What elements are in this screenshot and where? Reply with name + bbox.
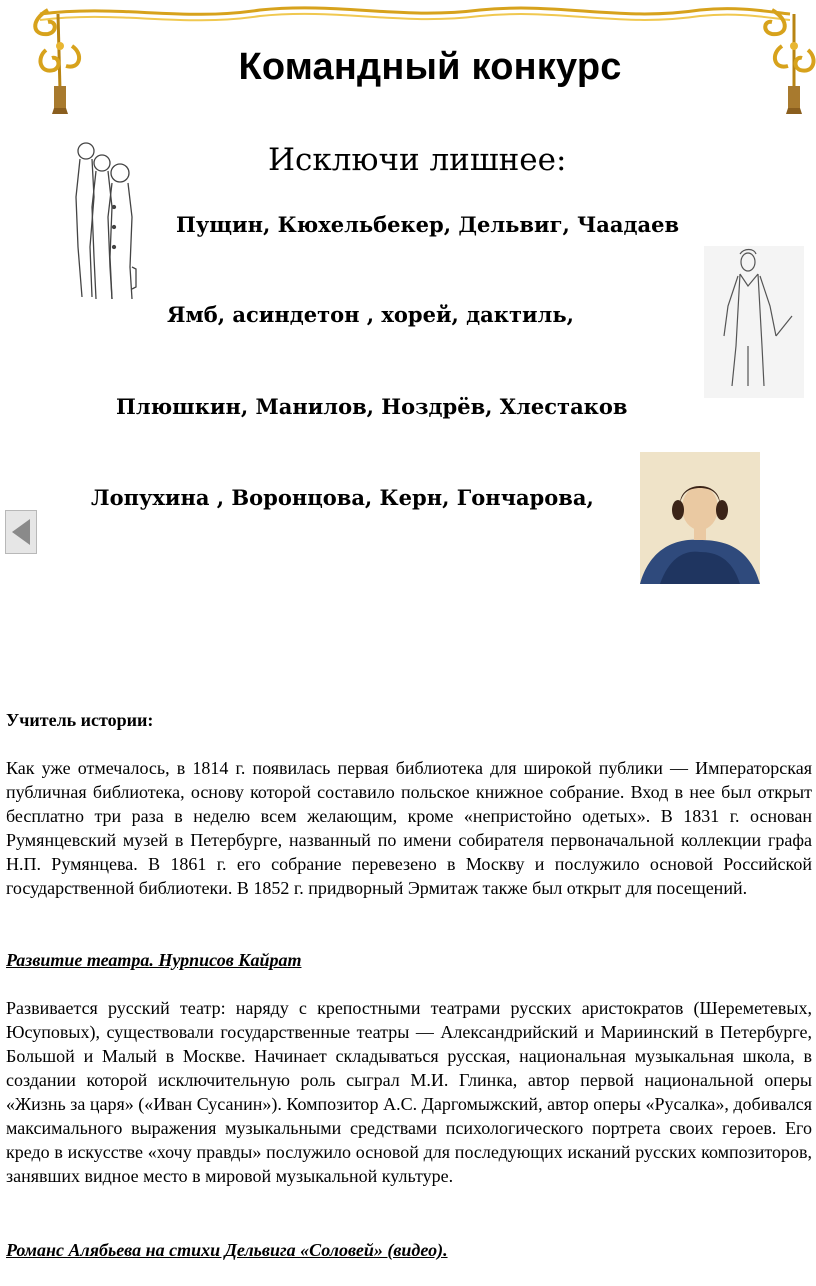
- teacher-heading: Учитель истории:: [6, 710, 154, 730]
- romance-heading: Романс Алябьева на стихи Дельвига «Соловей» (видео).: [6, 1240, 448, 1260]
- gentleman-sketch: [704, 246, 804, 398]
- triangle-left-icon: [6, 511, 36, 553]
- theatre-paragraph: Развивается русский театр: наряду с крепостными театрами русских аристократов (Шереметевых, Юсуповых), существовали государственные театры — Александрийский и Мариинский в Петербурге, Большой и Малый в Москве. Начинает складываться русская, национальная музыкальная школа, в создании которой исключительную роль сыграл М.И. Глинка, автор первой национальной оперы «Жизнь за царя» («Иван Сусанин»). Композитор А.С. Даргомыжский, автор оперы «Русалка», добивался максимального выражения музыкальными средствами психологического портрета своих героев. Его кредо в искусстве «хочу правды» послужило основой для последующих исканий русских композиторов, занявших видное место в мировой музыкальной культуре.: [6, 998, 812, 1186]
- back-button[interactable]: [5, 510, 37, 554]
- task-subtitle: Исключи лишнее:: [268, 142, 567, 178]
- word-group-1: Пущин, Кюхельбекер, Дельвиг, Чаадаев: [176, 212, 680, 237]
- library-paragraph: Как уже отмечалось, в 1814 г. появилась первая библиотека для широкой публики — Императорская публичная библиотека, основу которой составило польское книжное собрание. Вход в нее был открыт бесплатно три раза в неделю всем желающим, кроме «непристойно одетых». В 1831 г. основан Румянцевский музей в Петербурге, названный по имени собирателя первоначальной коллекции графа Н.П. Румянцева. В 1861 г. его собрание перевезено в Москву и послужило основой Российской государственной библиотеки. В 1852 г. придворный Эрмитаж также был открыт для посещений.: [6, 758, 812, 898]
- theatre-heading: Развитие театра. Нурписов Кайрат: [6, 950, 302, 970]
- word-group-3: Плюшкин, Манилов, Ноздрёв, Хлестаков: [116, 394, 628, 419]
- word-group-2: Ямб, асиндетон , хорей, дактиль,: [167, 302, 574, 327]
- slide-title: Командный конкурс: [238, 46, 622, 88]
- word-group-4: Лопухина , Воронцова, Керн, Гончарова,: [91, 485, 594, 510]
- lady-portrait: [640, 452, 760, 584]
- lyceum-students-sketch: [72, 137, 142, 302]
